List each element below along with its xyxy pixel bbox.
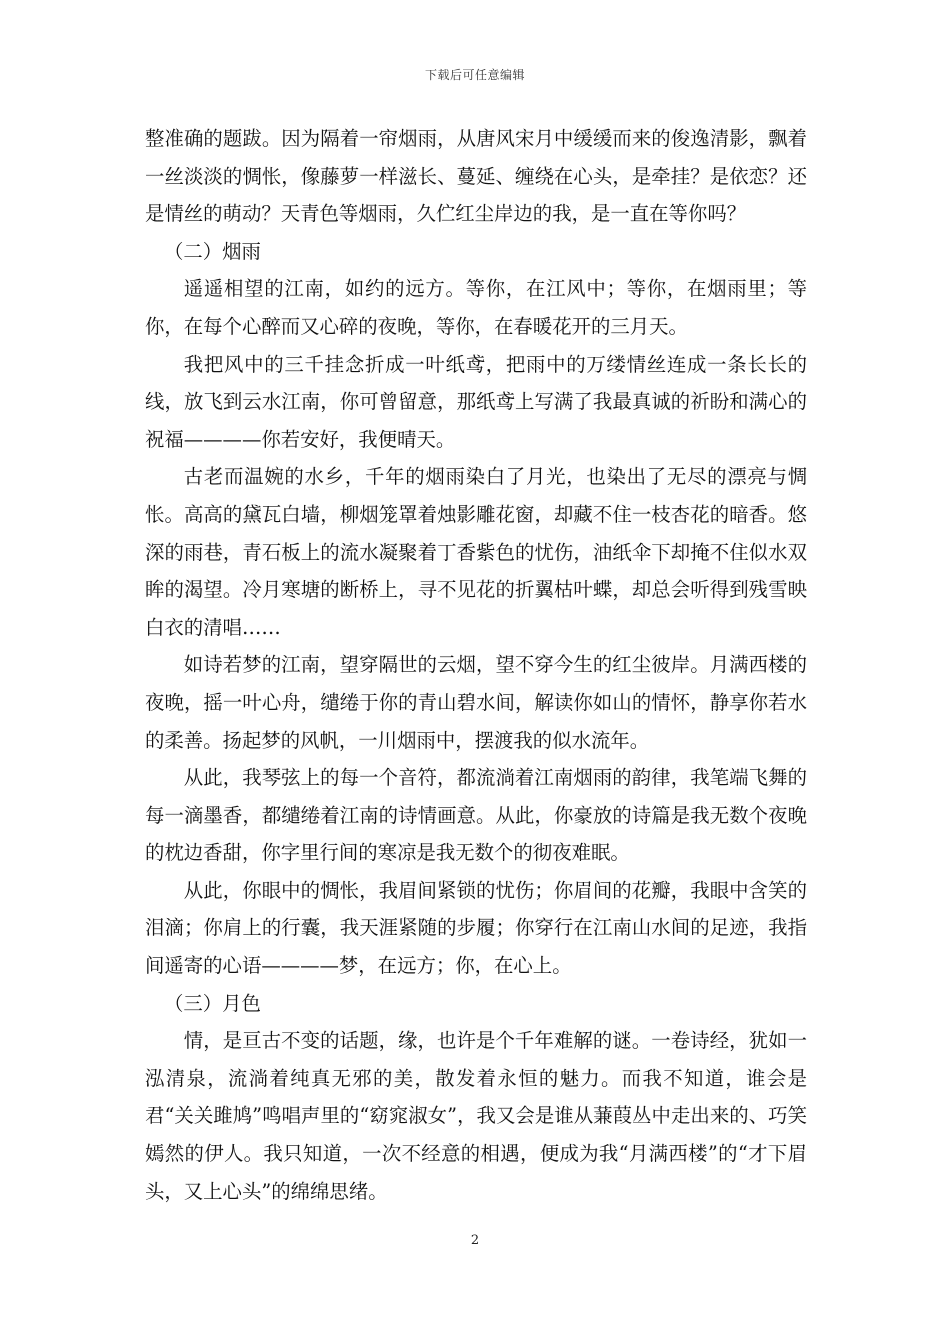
paragraph: 遥遥相望的江南，如约的远方。等你，在江风中；等你，在烟雨里；等你，在每个心醉而又心碎的夜晚，等你，在春暖花开的三月天。 — [145, 277, 807, 338]
paragraph: 我把风中的三千挂念折成一叶纸鸢，把雨中的万缕情丝连成一条长长的线，放飞到云水江南，你可曾留意，那纸鸢上写满了我最真诚的祈盼和满心的祝福————你若安好，我便晴天。 — [145, 352, 807, 451]
paragraph-continuation: 整准确的题跋。因为隔着一帘烟雨，从唐风宋月中缓缓而来的俊逸清影，飘着一丝淡淡的惆怅，像藤萝一样滋长、蔓延、缠绕在心头，是牵挂？是依恋？还是情丝的萌动？天青色等烟雨，久伫红尘岸边的我，是一直在等你吗？ — [145, 127, 807, 226]
document-body — [145, 120, 807, 1210]
page-number: 2 — [470, 1233, 480, 1248]
paragraph: 古老而温婉的水乡，千年的烟雨染白了月光，也染出了无尽的漂亮与惆怅。高高的黛瓦白墙，柳烟笼罩着烛影雕花窗，却藏不住一枝杏花的暗香。悠深的雨巷，青石板上的流水凝聚着丁香紫色的忧伤，油纸伞下却掩不住似水双眸的渴望。冷月寒塘的断桥上，寻不见花的折翼枯叶蝶，却总会听得到残雪映白衣的清唱…… — [145, 465, 807, 639]
paragraph: 从此，你眼中的惆怅，我眉间紧锁的忧伤；你眉间的花瓣，我眼中含笑的泪滴；你肩上的行囊，我天涯紧随的步履；你穿行在江南山水间的足迹，我指间遥寄的心语————梦，在远方；你，在心上。 — [145, 878, 807, 978]
section-heading-yanyu: （二）烟雨 — [164, 239, 261, 263]
section-heading-yuese: （三）月色 — [164, 991, 261, 1015]
paragraph: 从此，我琴弦上的每一个音符，都流淌着江南烟雨的韵律，我笔端飞舞的每一滴墨香，都缱绻着江南的诗情画意。从此，你豪放的诗篇是我无数个夜晚的枕边香甜，你字里行间的寒凉是我无数个的彻夜难眠。 — [145, 766, 807, 865]
paragraph: 情，是亘古不变的话题，缘，也许是个千年难解的谜。一卷诗经，犹如一泓清泉，流淌着纯真无邪的美，散发着永恒的魅力。而我不知道，谁会是君“关关雎鸠”鸣唱声里的“窈窕淑女”，我又会是谁从蒹葭丛中走出来的、巧笑嫣然的伊人。我只知道，一次不经意的相遇，便成为我“月满西楼”的“才下眉头，又上心头”的绵绵思绪。 — [145, 1029, 807, 1203]
page-header: 下载后可任意编辑 — [424, 68, 525, 82]
paragraph: 如诗若梦的江南，望穿隔世的云烟，望不穿今生的红尘彼岸。月满西楼的夜晚，摇一叶心舟，缱绻于你的青山碧水间，解读你如山的情怀，静享你若水的柔善。扬起梦的风帆，一川烟雨中，摆渡我的似水流年。 — [145, 653, 807, 752]
